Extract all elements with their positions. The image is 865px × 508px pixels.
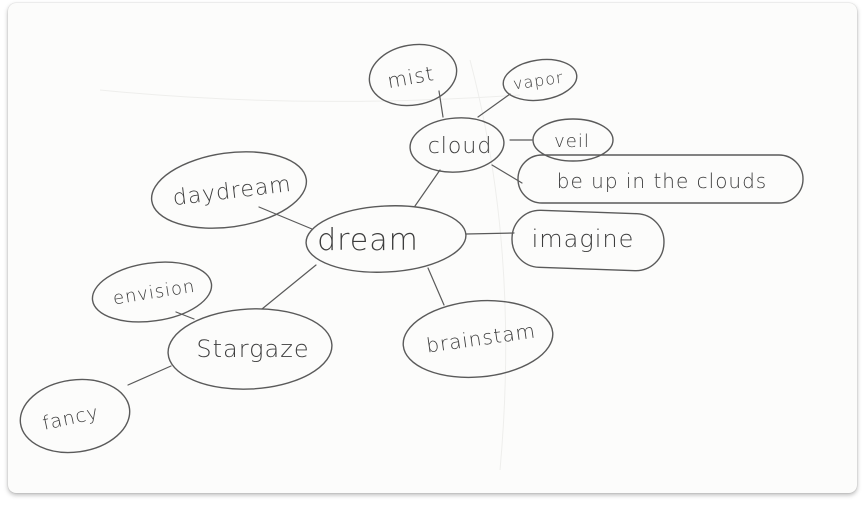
link-dream-cloud — [415, 170, 440, 206]
node-fancy-label: fancy — [40, 401, 101, 435]
link-dream-imagine — [466, 233, 514, 234]
node-veil-label: veil — [554, 131, 590, 152]
paper-crease — [470, 60, 506, 470]
paper-sheet — [8, 3, 857, 493]
node-dream-label: dream — [317, 223, 419, 258]
paper-crease — [100, 90, 520, 101]
link-dream-brainstorm — [428, 268, 444, 305]
link-stargaze-fancy — [128, 366, 171, 385]
node-cloud-label: cloud — [427, 134, 493, 159]
node-mist-label: mist — [385, 61, 437, 94]
node-be-up-label: be up in the clouds — [556, 169, 768, 193]
node-imagine-label: imagine — [531, 225, 635, 253]
mind-map — [8, 3, 857, 493]
link-dream-stargaze — [262, 265, 316, 309]
node-brainstorm-label: brainstam — [424, 318, 538, 358]
node-stargaze-label: Stargaze — [196, 335, 310, 363]
node-envision-label: envision — [111, 275, 197, 310]
node-daydream-label: daydream — [171, 171, 294, 212]
node-vapor-label: vapor — [511, 67, 565, 94]
